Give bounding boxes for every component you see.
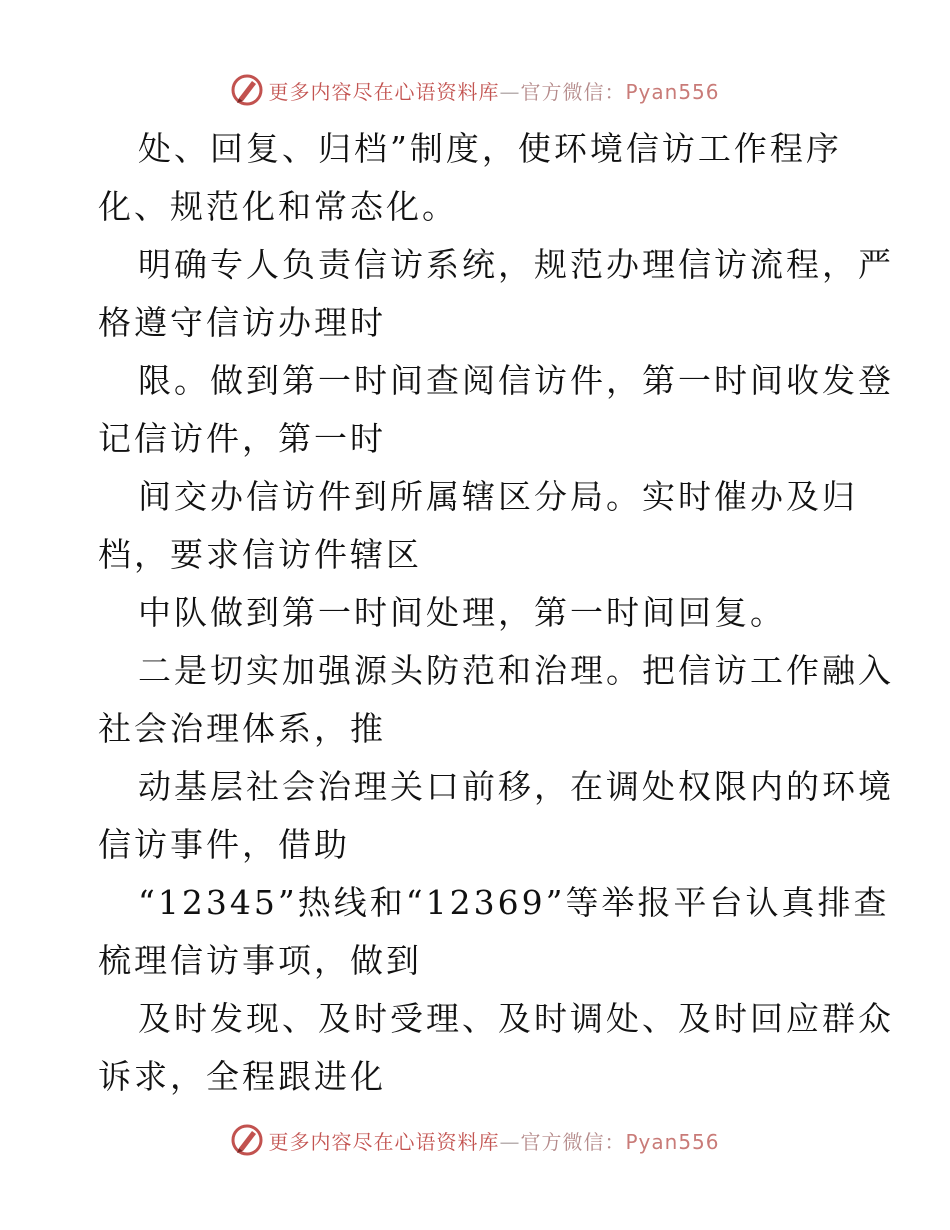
text-line: 档，要求信访件辖区 [98,535,422,574]
text-line: 记信访件，第一时 [98,419,386,458]
text-line: 中队做到第一时间处理，第一时间回复。 [138,593,786,632]
text-line: 明确专人负责信访系统，规范办理信访流程，严 [138,245,894,284]
text-line: 格遵守信访办理时 [98,303,386,342]
document-body [98,120,894,1106]
text-line: 信访事件，借助 [98,825,350,864]
text-line: 诉求，全程跟进化 [98,1057,386,1096]
text-line: 处、回复、归档”制度，使环境信访工作程序 [138,129,842,168]
watermark-text: 更多内容尽在心语资料库—官方微信：Pyan556 [268,79,720,104]
header-watermark [0,70,950,110]
text-line: 化、规范化和常态化。 [98,187,458,226]
text-line: 二是切实加强源头防范和治理。把信访工作融入 [138,651,894,690]
text-line: 间交办信访件到所属辖区分局。实时催办及归 [138,477,858,516]
text-line: 及时发现、及时受理、及时调处、及时回应群众 [138,999,894,1038]
footer-watermark [0,1120,950,1160]
watermark-text: 更多内容尽在心语资料库—官方微信：Pyan556 [268,1129,720,1154]
text-line: “12345”热线和“12369”等举报平台认真排查 [138,883,890,922]
pen-logo-icon [230,1123,264,1157]
text-line: 梳理信访事项，做到 [98,941,422,980]
text-line: 限。做到第一时间查阅信访件，第一时间收发登 [138,361,894,400]
pen-logo-icon [230,73,264,107]
text-line: 动基层社会治理关口前移，在调处权限内的环境 [138,767,894,806]
text-line: 社会治理体系，推 [98,709,386,748]
